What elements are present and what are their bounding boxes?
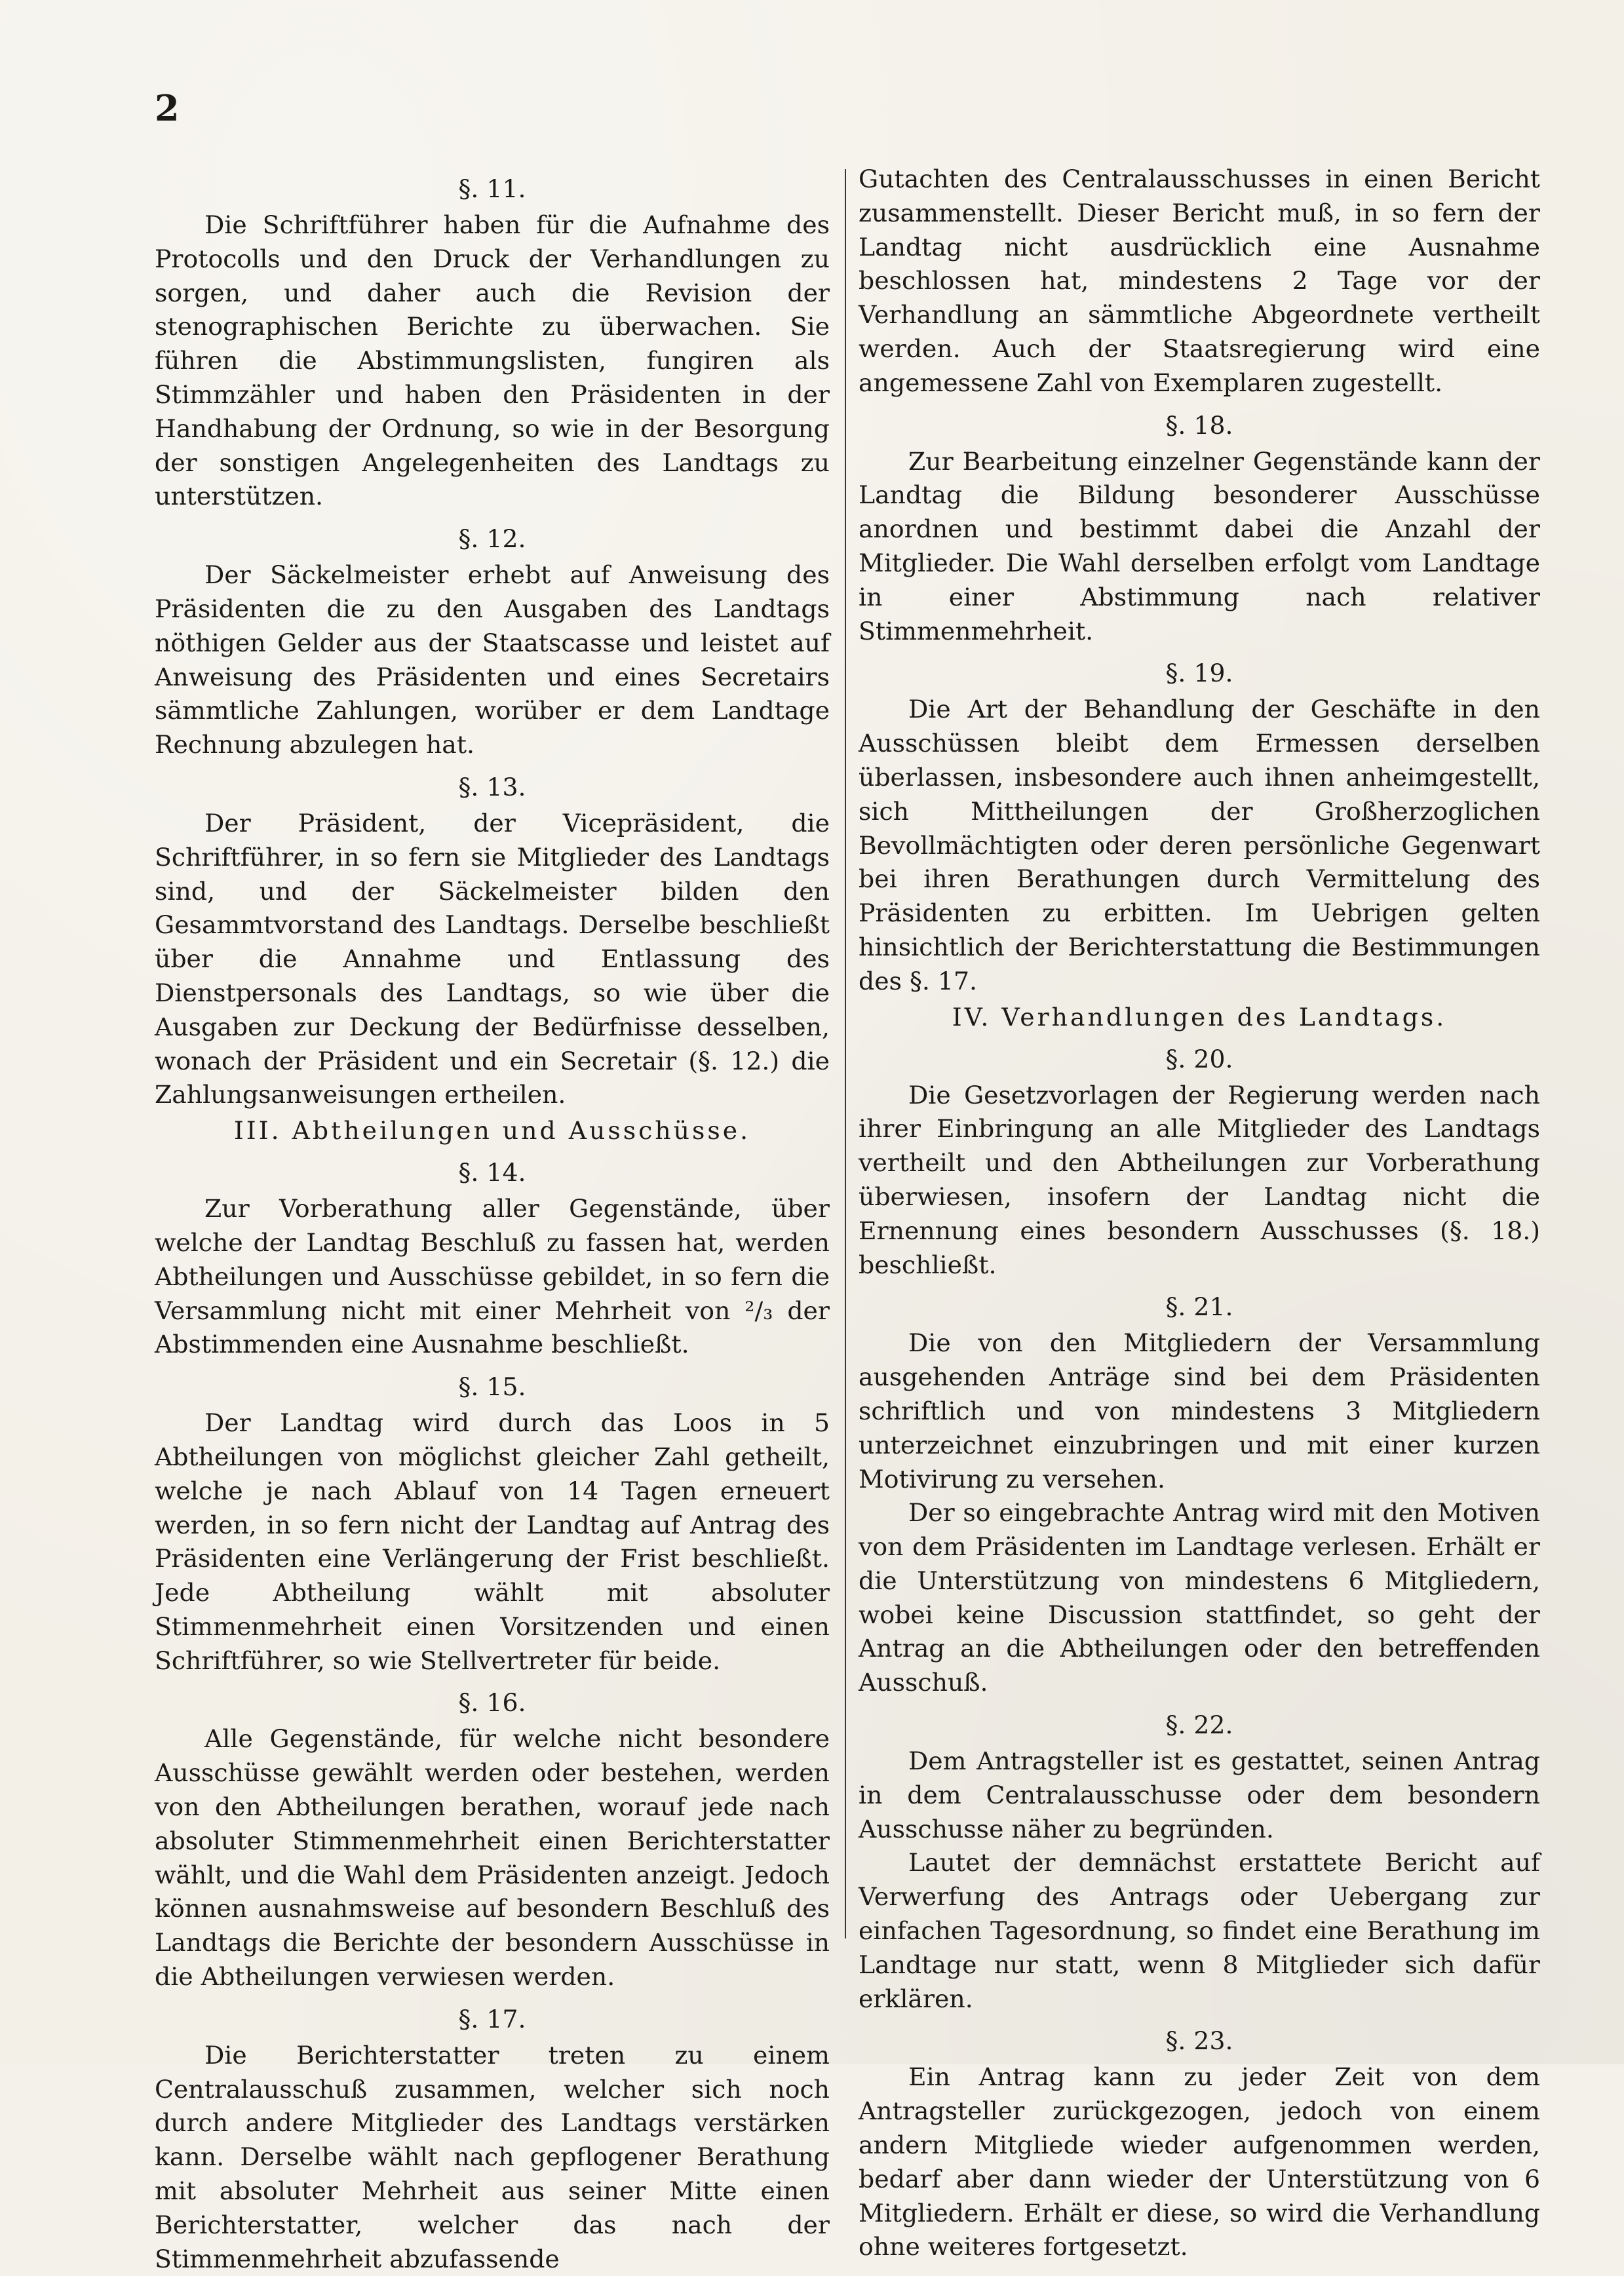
section-heading: §. 13. xyxy=(458,772,526,801)
paragraph: Der Präsident, der Vicepräsident, die Schriftführer, in so fern sie Mitglieder des Landtags sind, und der Säckelmeister bilden den Gesammtvorstand des Landtags. Derselbe beschließt über die Annahme und Entlassung des Dienstpersonals des Landtags, so wie über die Ausgaben zur Deckung der Bedürfnisse desselben, wonach der Präsident und ein Secretair (§. 12.) die Zahlungsanweisungen ertheilen. xyxy=(155,808,830,1109)
section-heading: §. 20. xyxy=(1165,1044,1233,1073)
section-heading: §. 12. xyxy=(458,524,526,554)
section-heading: §. 21. xyxy=(1165,1292,1233,1322)
chapter-title: IV. Verhandlungen des Landtags. xyxy=(952,1002,1447,1032)
section-heading: §. 19. xyxy=(1165,659,1233,688)
paragraph-continued: Gutachten des Centralausschusses in einen Bericht zusammenstellt. Dieser Bericht muß, in so fern der Landtag nicht ausdrücklich eine Ausnahme beschlossen hat, mindestens 2 Tage vor der Verhandlung an sämmtliche Abgeordnete vertheilt werden. Auch der Staatsregierung wird eine angemessene Zahl von Exemplaren zugestellt. xyxy=(859,164,1540,397)
paragraph: Die Art der Behandlung der Geschäfte in den Ausschüssen bleibt dem Ermessen derselben überlassen, insbesondere auch ihnen anheimgestellt, sich Mittheilungen der Großherzoglichen Bevollmächtigten oder deren persönliche Gegenwart bei ihren Berathungen durch Vermittelung des Präsidenten zu erbitten. Im Uebrigen gelten hinsichtlich der Berichterstattung die Bestimmungen des §. 17. xyxy=(859,695,1540,995)
section-heading: §. 17. xyxy=(458,2004,526,2034)
left-column xyxy=(155,164,830,2276)
section-heading: §. 23. xyxy=(1165,2026,1233,2056)
section-heading: §. 22. xyxy=(1165,1710,1233,1740)
paragraph: Dem Antragsteller ist es gestattet, seinen Antrag in dem Centralausschusse oder dem besondern Ausschusse näher zu begründen. xyxy=(859,1746,1540,1843)
paragraph: Zur Vorberathung aller Gegenstände, über welche der Landtag Beschluß zu fassen hat, werden Abtheilungen und Ausschüsse gebildet, in so fern die Versammlung nicht mit einer Mehrheit von ²/₃ der Abstimmenden eine Ausnahme beschließt. xyxy=(155,1194,830,1359)
paragraph: Die von den Mitgliedern der Versammlung ausgehenden Anträge sind bei dem Präsidenten schriftlich und von mindestens 3 Mitgliedern unterzeichnet einzubringen und mit einer kurzen Motivirung zu versehen. xyxy=(859,1328,1540,1494)
section-heading: §. 18. xyxy=(1165,410,1233,440)
column-divider xyxy=(845,169,846,1938)
section-heading: §. 16. xyxy=(458,1688,526,1718)
paragraph: Der Säckelmeister erhebt auf Anweisung des Präsidenten die zu den Ausgaben des Landtags nöthigen Gelder aus der Staatscasse und leistet auf Anweisung des Präsidenten und eines Secretairs sämmtliche Zahlungen, worüber er dem Landtage Rechnung abzulegen hat. xyxy=(155,560,830,760)
paragraph: Der Landtag wird durch das Loos in 5 Abtheilungen von möglichst gleicher Zahl getheilt, welche je nach Ablauf von 14 Tagen erneuert werden, in so fern nicht der Landtag auf Antrag des Präsidenten eine Verlängerung der Frist beschließt. Jede Abtheilung wählt mit absoluter Stimmenmehrheit einen Vorsitzenden und einen Schriftführer, so wie Stellvertreter für beide. xyxy=(155,1408,830,1675)
paragraph: Alle Gegenstände, für welche nicht besondere Ausschüsse gewählt werden oder bestehen, werden von den Abtheilungen berathen, worauf jede nach absoluter Stimmenmehrheit einen Berichterstatter wählt, und die Wahl dem Präsidenten anzeigt. Jedoch können ausnahmsweise auf besondern Beschluß des Landtags die Berichte der besondern Ausschüsse in die Abtheilungen verwiesen werden. xyxy=(155,1724,830,1992)
chapter-title: III. Abtheilungen und Ausschüsse. xyxy=(233,1116,751,1146)
paragraph: Ein Antrag kann zu jeder Zeit von dem Antragsteller zurückgezogen, jedoch von einem andern Mitgliede wieder aufgenommen werden, bedarf aber dann wieder der Unterstützung von 6 Mitgliedern. Erhält er diese, so wird die Verhandlung ohne weiteres fortgesetzt. xyxy=(859,2062,1540,2262)
section-heading: §. 14. xyxy=(458,1158,526,1187)
section-heading: §. 11. xyxy=(458,174,526,203)
right-column xyxy=(859,163,1540,2264)
paragraph: Zur Bearbeitung einzelner Gegenstände kann der Landtag die Bildung besonderer Ausschüsse anordnen und bestimmt dabei die Anzahl der Mitglieder. Die Wahl derselben erfolgt vom Landtage in einer Abstimmung nach relativer Stimmenmehrheit. xyxy=(859,446,1540,646)
paragraph: Die Berichterstatter treten zu einem Centralausschuß zusammen, welcher sich noch durch andere Mitglieder des Landtags verstärken kann. Derselbe wählt nach gepflogener Berathung mit absoluter Mehrheit aus seiner Mitte einen Berichterstatter, welcher das nach der Stimmenmehrheit abzufassende xyxy=(155,2040,830,2273)
paragraph: Der so eingebrachte Antrag wird mit den Motiven von dem Präsidenten im Landtage verlesen. Erhält er die Unterstützung von mindestens 6 Mitgliedern, wobei keine Discussion stattfindet, so geht der Antrag an die Abtheilungen oder den betreffenden Ausschuß. xyxy=(859,1498,1540,1697)
paragraph: Die Schriftführer haben für die Aufnahme des Protocolls und den Druck der Verhandlungen zu sorgen, und daher auch die Revision der stenographischen Berichte zu überwachen. Sie führen die Abstimmungslisten, fungiren als Stimmzähler und haben den Präsidenten in der Handhabung der Ordnung, so wie in der Besorgung der sonstigen Angelegenheiten des Landtags zu unterstützen. xyxy=(155,210,830,511)
page-number: 2 xyxy=(155,87,180,129)
section-heading: §. 15. xyxy=(458,1372,526,1402)
paragraph: Lautet der demnächst erstattete Bericht auf Verwerfung des Antrags oder Uebergang zur einfachen Tagesordnung, so findet eine Berathung im Landtage nur statt, wenn 8 Mitglieder sich dafür erklären. xyxy=(859,1848,1540,2013)
paragraph: Die Gesetzvorlagen der Regierung werden nach ihrer Einbringung an alle Mitglieder des Landtags vertheilt und den Abtheilungen zur Vorberathung überwiesen, insofern der Landtag nicht die Ernennung eines besondern Ausschusses (§. 18.) beschließt. xyxy=(859,1080,1540,1279)
